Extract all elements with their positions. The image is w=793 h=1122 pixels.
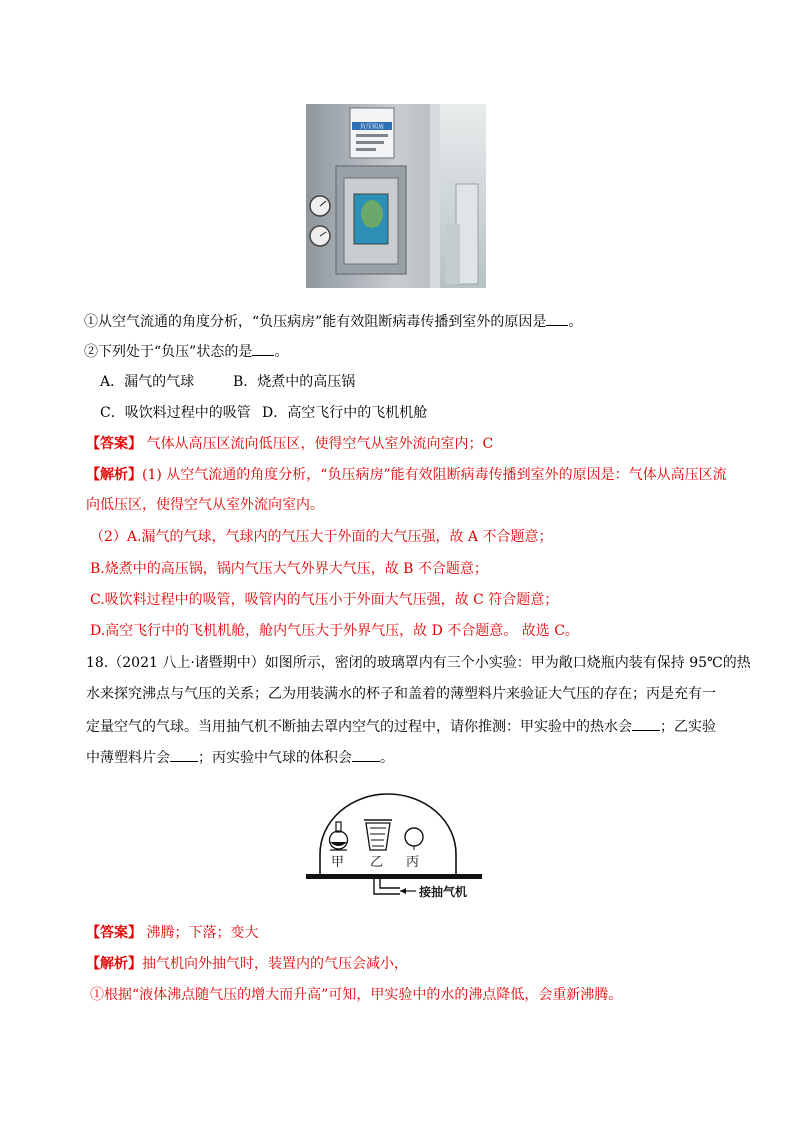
bell-jar-diagram [304, 790, 494, 908]
answer-label: 【答案】 [86, 925, 142, 941]
ward-sign-text: 负压病房 [359, 123, 385, 131]
q17-analysis-line2: 向低压区，使得空气从室外流向室内。 [86, 497, 324, 513]
balloon-bing [405, 828, 423, 846]
q18-blank-yi[interactable] [170, 747, 198, 762]
flask-jia [330, 822, 348, 850]
analysis-label: 【解析】 [86, 956, 142, 972]
q17-answer: 【答案】 气体从高压区流向低压区，使得空气从室外流向室内；C [86, 436, 494, 452]
q17-sub1: ①从空气流通的角度分析，“负压病房”能有效阻断病毒传播到室外的原因是 。 [84, 311, 582, 332]
answer-label: 【答案】 [86, 436, 142, 452]
q17-option-c: C．吸饮料过程中的吸管 [100, 405, 251, 421]
q18-blank-jia[interactable] [632, 716, 660, 731]
q17-option-d: D．高空飞行中的飞机机舱 [262, 405, 428, 421]
q18-answer: 【答案】 沸腾；下落；变大 [86, 925, 259, 941]
q18-stem-line1: 18.（2021 八上·诸暨期中）如图所示，密闭的玻璃罩内有三个小实验：甲为敞口烧瓶内装有保持 95℃的热 [86, 655, 751, 671]
q18-stem-line3: 定量空气的气球。当用抽气机不断抽去罩内空气的过程中，请你推测：甲实验中的热水会 ；乙实验 [86, 716, 716, 737]
cup-yi [364, 820, 392, 850]
pump-label: 接抽气机 [419, 885, 468, 899]
q18-blank-bing[interactable] [352, 747, 380, 762]
q17-analysis-line1: 【解析】(1) 从空气流通的角度分析，“负压病房”能有效阻断病毒传播到室外的原因是：气体从高压区流 [86, 467, 727, 483]
base-plate [306, 874, 482, 879]
label-yi: 乙 [370, 855, 384, 870]
q17-option-b: B．烧煮中的高压锅 [233, 374, 356, 390]
q18-stem-line2: 水来探究沸点与气压的关系；乙为用装满水的杯子和盖着的薄塑料片来验证大气压的存在；丙是充有一 [86, 686, 716, 702]
q18-stem-line4: 中薄塑料片会 ；丙实验中气球的体积会 。 [86, 747, 394, 768]
ward-door-illustration [306, 104, 486, 288]
analysis-label: 【解析】 [86, 467, 142, 483]
negative-pressure-ward-photo [306, 104, 486, 288]
q18-analysis-line1: 【解析】抽气机向外抽气时，装置内的气压会减小， [86, 956, 408, 972]
label-bing: 丙 [406, 855, 420, 870]
q17-option-a: A．漏气的气球 [100, 374, 195, 390]
q17-analysis-line4: B.烧煮中的高压锅，锅内气压大气外界大气压，故 B 不合题意； [90, 561, 488, 577]
q17-analysis-line6: D.高空飞行中的飞机机舱，舱内气压大于外界气压，故 D 不合题意。 故选 C。 [90, 623, 579, 639]
q17-analysis-line3: （2）A.漏气的气球，气球内的气压大于外面的大气压强，故 A 不合题意； [90, 529, 553, 545]
q17-sub2-blank[interactable] [252, 341, 274, 356]
label-jia: 甲 [331, 855, 345, 870]
q18-analysis-line2: ①根据“液体沸点随气压的增大而升高”可知，甲实验中的水的沸点降低，会重新沸腾。 [90, 987, 623, 1003]
q17-analysis-line5: C.吸饮料过程中的吸管，吸管内的气压小于外面大气压强，故 C 符合题意； [90, 592, 559, 608]
q17-sub2: ②下列处于“负压”状态的是 。 [84, 341, 288, 362]
q17-sub1-blank[interactable] [546, 311, 568, 326]
